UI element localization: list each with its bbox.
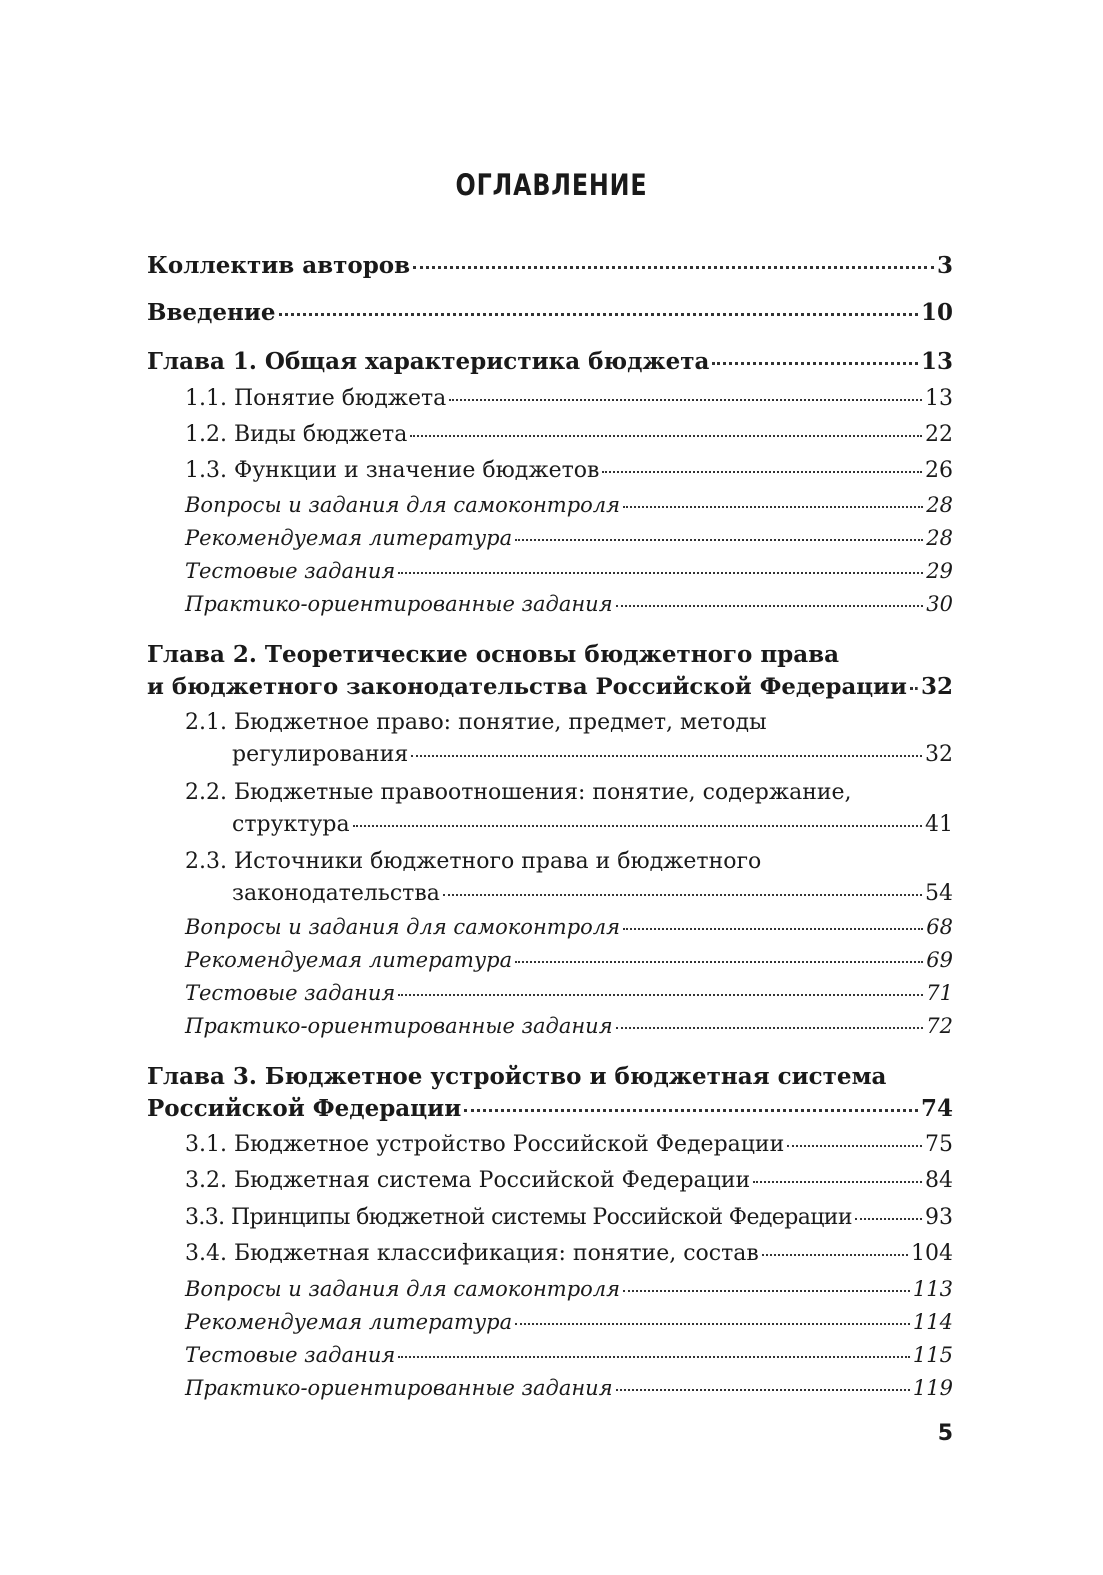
toc-entry-1-tests[interactable] bbox=[185, 559, 953, 583]
toc-entry-3-1[interactable] bbox=[185, 1132, 953, 1157]
toc-page: 32 bbox=[920, 673, 953, 700]
toc-entry-3-questions[interactable] bbox=[185, 1277, 953, 1301]
toc-page: 114 bbox=[912, 1310, 953, 1334]
toc-entry-2-3[interactable] bbox=[185, 881, 953, 906]
toc-entry-1-1[interactable] bbox=[185, 386, 953, 411]
toc-page: 26 bbox=[925, 458, 953, 483]
toc-label: Коллектив авторов bbox=[147, 252, 411, 279]
toc-entry-3-4[interactable] bbox=[185, 1241, 953, 1266]
dot-leader bbox=[616, 1389, 910, 1391]
dot-leader bbox=[623, 506, 923, 508]
toc-2-1-line1[interactable]: 2.1. Бюджетное право: понятие, предмет, методы bbox=[185, 710, 767, 735]
toc-entry-intro[interactable] bbox=[147, 299, 953, 326]
toc-page: 54 bbox=[925, 881, 953, 906]
toc-label: Глава 1. Общая характеристика бюджета bbox=[147, 348, 710, 375]
toc-2-2-line1[interactable]: 2.2. Бюджетные правоотношения: понятие, содержание, bbox=[185, 780, 852, 805]
dot-leader bbox=[449, 399, 922, 401]
toc-page: 69 bbox=[926, 948, 953, 972]
toc-chapter-2-line1[interactable]: Глава 2. Теоретические основы бюджетного права bbox=[147, 641, 840, 668]
toc-label: Вопросы и задания для самоконтроля bbox=[185, 1277, 621, 1301]
toc-page: 72 bbox=[926, 1014, 953, 1038]
dot-leader bbox=[410, 435, 922, 437]
toc-page: 113 bbox=[912, 1277, 953, 1301]
toc-entry-3-literature[interactable] bbox=[185, 1310, 953, 1334]
toc-page: 104 bbox=[911, 1241, 953, 1266]
dot-leader bbox=[464, 1109, 918, 1112]
toc-entry-1-practice[interactable] bbox=[185, 592, 953, 616]
page-title: ОГЛАВЛЕНИЕ bbox=[455, 168, 648, 202]
toc-label: Тестовые задания bbox=[185, 981, 396, 1005]
dot-leader bbox=[398, 572, 923, 574]
dot-leader bbox=[787, 1145, 922, 1147]
toc-label: Тестовые задания bbox=[185, 1343, 396, 1367]
toc-label: 1.1. Понятие бюджета bbox=[185, 386, 447, 411]
toc-entry-3-tests[interactable] bbox=[185, 1343, 953, 1367]
toc-entry-2-practice[interactable] bbox=[185, 1014, 953, 1038]
dot-leader bbox=[398, 994, 923, 996]
dot-leader bbox=[515, 539, 923, 541]
toc-page: 32 bbox=[925, 742, 953, 767]
dot-leader bbox=[616, 605, 924, 607]
toc-page: 10 bbox=[920, 299, 953, 326]
toc-entry-1-2[interactable] bbox=[185, 422, 953, 447]
toc-label: регулирования bbox=[232, 742, 409, 767]
toc-entry-1-3[interactable] bbox=[185, 458, 953, 483]
toc-label: законодательства bbox=[232, 881, 440, 906]
toc-page: 30 bbox=[926, 592, 953, 616]
toc-entry-chapter-3[interactable] bbox=[147, 1095, 953, 1122]
toc-entry-2-questions[interactable] bbox=[185, 915, 953, 939]
toc-page: 74 bbox=[920, 1095, 953, 1122]
dot-leader bbox=[762, 1254, 908, 1256]
dot-leader bbox=[279, 313, 918, 316]
dot-leader bbox=[398, 1356, 910, 1358]
dot-leader bbox=[353, 825, 922, 827]
toc-page: 13 bbox=[925, 386, 953, 411]
toc-entry-3-3[interactable] bbox=[185, 1205, 953, 1230]
toc-label: 3.4. Бюджетная классификация: понятие, состав bbox=[185, 1241, 759, 1266]
dot-leader bbox=[855, 1218, 922, 1220]
toc-label: Вопросы и задания для самоконтроля bbox=[185, 915, 621, 939]
toc-chapter-3-line1[interactable]: Глава 3. Бюджетное устройство и бюджетная система bbox=[147, 1063, 887, 1090]
toc-label: Практико-ориентированные задания bbox=[185, 1014, 613, 1038]
toc-page: 115 bbox=[912, 1343, 953, 1367]
toc-label: Рекомендуемая литература bbox=[185, 526, 513, 550]
toc-entry-2-literature[interactable] bbox=[185, 948, 953, 972]
dot-leader bbox=[623, 928, 923, 930]
toc-page: 28 bbox=[926, 526, 953, 550]
toc-entry-2-1[interactable] bbox=[185, 742, 953, 767]
toc-label: Практико-ориентированные задания bbox=[185, 1376, 613, 1400]
toc-page: 93 bbox=[925, 1205, 953, 1230]
toc-entry-3-2[interactable] bbox=[185, 1168, 953, 1193]
toc-label: 3.3. Принципы бюджетной системы Российской Федерации bbox=[185, 1205, 852, 1230]
toc-page: 3 bbox=[936, 252, 953, 279]
toc-page: 22 bbox=[925, 422, 953, 447]
page-number: 5 bbox=[937, 1421, 953, 1446]
toc-page: 75 bbox=[925, 1132, 953, 1157]
dot-leader bbox=[623, 1290, 910, 1292]
toc-entry-2-tests[interactable] bbox=[185, 981, 953, 1005]
toc-entry-chapter-1[interactable] bbox=[147, 348, 953, 375]
dot-leader bbox=[515, 961, 923, 963]
dot-leader bbox=[443, 894, 922, 896]
dot-leader bbox=[616, 1027, 924, 1029]
toc-page: 29 bbox=[926, 559, 953, 583]
toc-page: 41 bbox=[925, 812, 953, 837]
toc-entry-3-practice[interactable] bbox=[185, 1376, 953, 1400]
toc-2-3-line1[interactable]: 2.3. Источники бюджетного права и бюджетного bbox=[185, 849, 762, 874]
toc-label: Введение bbox=[147, 299, 276, 326]
toc-page: 71 bbox=[926, 981, 953, 1005]
toc-entry-authors[interactable] bbox=[147, 252, 953, 279]
toc-label: 3.2. Бюджетная система Российской Федерации bbox=[185, 1168, 751, 1193]
dot-leader bbox=[753, 1181, 922, 1183]
toc-entry-chapter-2[interactable] bbox=[147, 673, 953, 700]
toc-label: 1.3. Функции и значение бюджетов bbox=[185, 458, 600, 483]
toc-page: 13 bbox=[920, 348, 953, 375]
toc-label: Рекомендуемая литература bbox=[185, 1310, 513, 1334]
toc-entry-1-questions[interactable] bbox=[185, 493, 953, 517]
dot-leader bbox=[413, 266, 934, 269]
toc-label: Тестовые задания bbox=[185, 559, 396, 583]
toc-label: Рекомендуемая литература bbox=[185, 948, 513, 972]
toc-page: 28 bbox=[926, 493, 953, 517]
dot-leader bbox=[411, 755, 922, 757]
toc-page: 84 bbox=[925, 1168, 953, 1193]
dot-leader bbox=[712, 362, 918, 365]
toc-label: Практико-ориентированные задания bbox=[185, 592, 613, 616]
toc-label: Вопросы и задания для самоконтроля bbox=[185, 493, 621, 517]
toc-page: 68 bbox=[926, 915, 953, 939]
toc-label: 3.1. Бюджетное устройство Российской Федерации bbox=[185, 1132, 785, 1157]
toc-label: Российской Федерации bbox=[147, 1095, 462, 1122]
toc-label: и бюджетного законодательства Российской Федерации bbox=[147, 674, 907, 700]
dot-leader bbox=[515, 1323, 910, 1325]
toc-entry-1-literature[interactable] bbox=[185, 526, 953, 550]
toc-entry-2-2[interactable] bbox=[185, 812, 953, 837]
toc-label: 1.2. Виды бюджета bbox=[185, 422, 408, 447]
dot-leader bbox=[910, 687, 918, 690]
toc-page: 119 bbox=[912, 1376, 953, 1400]
dot-leader bbox=[602, 471, 922, 473]
toc-label: структура bbox=[232, 812, 350, 837]
